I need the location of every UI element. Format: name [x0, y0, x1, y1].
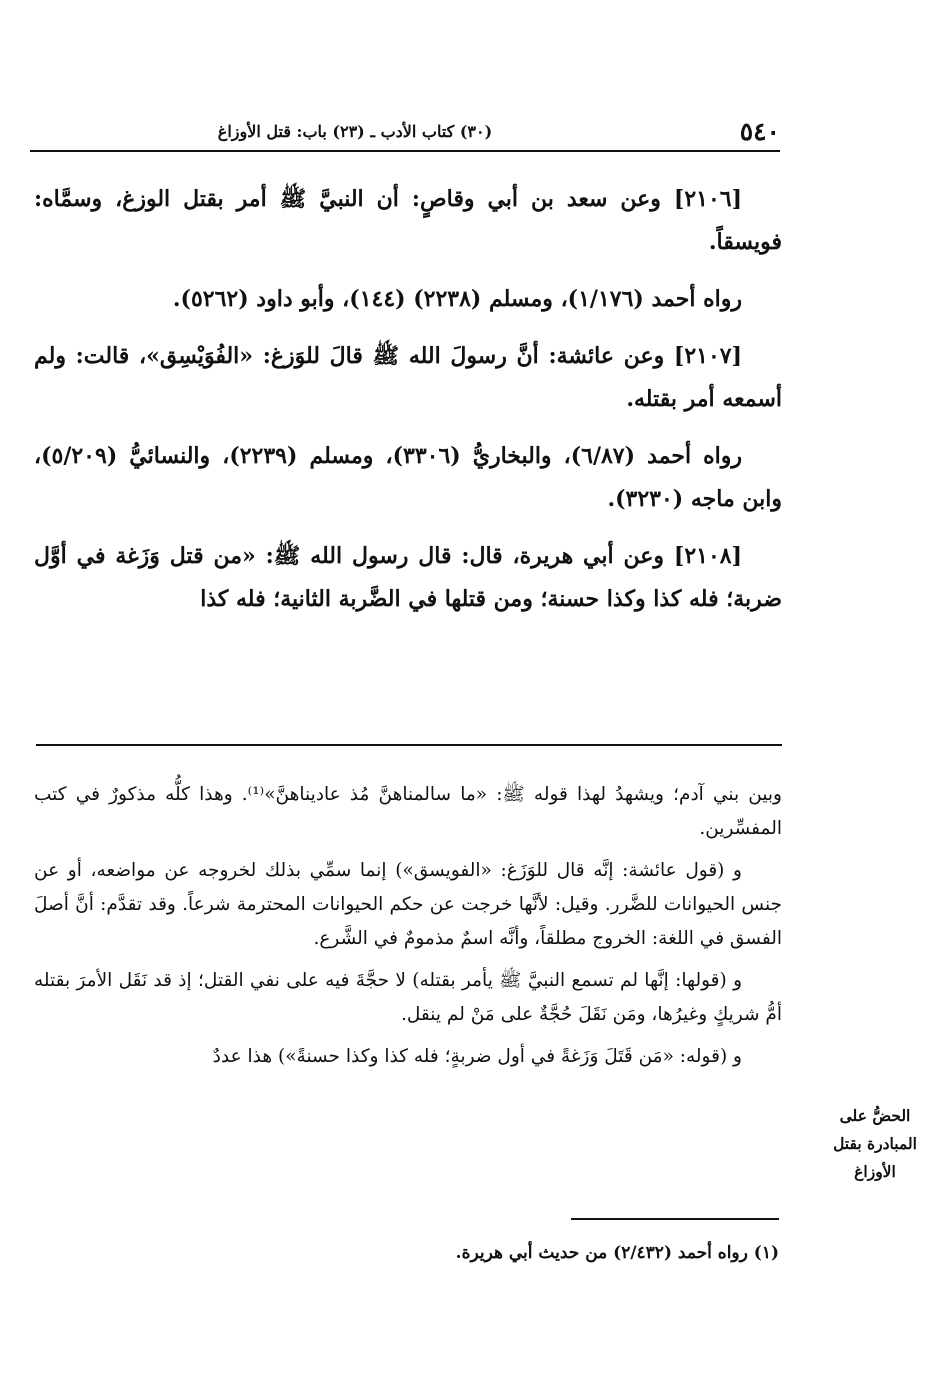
- running-title: (٣٠) كتاب الأدب ـ (٢٣) باب: قتل الأوزاغ: [217, 122, 493, 141]
- hadith-2106-takhrij: رواه أحمد (١/١٧٦)، ومسلم (٢٢٣٨) (١٤٤)، وأبو داود (٥٢٦٢).: [172, 286, 742, 312]
- hadith-2107-takhrij: رواه أحمد (٦/٨٧)، والبخاريُّ (٣٣٠٦)، ومسلم (٢٢٣٩)، والنسائيُّ (٥/٢٠٩)، وابن ماجه (٣٢٣٠).: [34, 443, 782, 512]
- hadith-text: [34, 178, 782, 635]
- commentary-paragraph: و (قول عائشة: إنَّه قال للوَزَغ: «الفويسق») إنما سمِّي بذلك لخروجه عن مواضعه، أو عن جنس الحيوانات للضَّرر. وقيل: لأنَّها خرجت عن حكم الحيوانات المحترمة شرعاً. وقد تقدَّم: أنَّ أصلَ الفسق في اللغة: الخروج مطلقاً، وأنَّه اسمٌ مذمومٌ في الشَّرع.: [34, 860, 782, 949]
- hadith-2108: [٢١٠٨] وعن أبي هريرة، قال: قال رسول الله ﷺ: «من قتل وَزَغة في أوَّل ضربة؛ فله كذا وكذا حسنة؛ ومن قتلها في الضَّربة الثانية؛ فله كذا: [34, 543, 782, 612]
- page-header: [30, 118, 780, 152]
- footnote-rule: [571, 1218, 779, 1220]
- hadith-2106: [٢١٠٦] وعن سعد بن أبي وقاصٍ: أن النبيَّ ﷺ أمر بقتل الوزغ، وسمَّاه: فويسقاً.: [34, 186, 782, 255]
- hadith-2107: [٢١٠٧] وعن عائشة: أنَّ رسولَ الله ﷺ قالَ للوَزغ: «الفُوَيْسِق»، قالت: ولم أسمعه أمر بقتله.: [34, 343, 782, 412]
- footnote: (١) رواه أحمد (٢/٤٣٢) من حديث أبي هريرة.: [455, 1243, 779, 1263]
- margin-note: [823, 1102, 927, 1186]
- commentary-paragraph: وبين بني آدم؛ ويشهدُ لهذا قوله ﷺ: «ما سالمناهنَّ مُذ عاديناهنَّ»⁽¹⁾. وهذا كلُّه مذكورٌ في كتب المفسِّرين.: [34, 784, 782, 839]
- page-number: ٥٤٠: [739, 117, 780, 146]
- margin-note-line: المبادرة بقتل: [833, 1134, 917, 1153]
- commentary-paragraph: و (قوله: «مَن قَتَلَ وَزَغةً في أول ضربةٍ؛ فله كذا وكذا حسنةً») هذا عددٌ: [212, 1046, 742, 1067]
- commentary-paragraph: و (قولها: إنَّها لم تسمع النبيَّ ﷺ يأمر بقتله) لا حجَّةَ فيه على نفي القتل؛ إذ قد نَقَل الأمرَ بقتله أمُّ شريكٍ وغيرُها، ومَن نَقَلَ حُجَّةٌ على مَنْ لم ينقل.: [34, 970, 782, 1025]
- margin-note-line: الحضُّ على: [839, 1106, 911, 1125]
- commentary: [34, 778, 782, 1082]
- margin-note-line: الأوزاغ: [854, 1162, 896, 1181]
- text-commentary-divider: [36, 744, 782, 746]
